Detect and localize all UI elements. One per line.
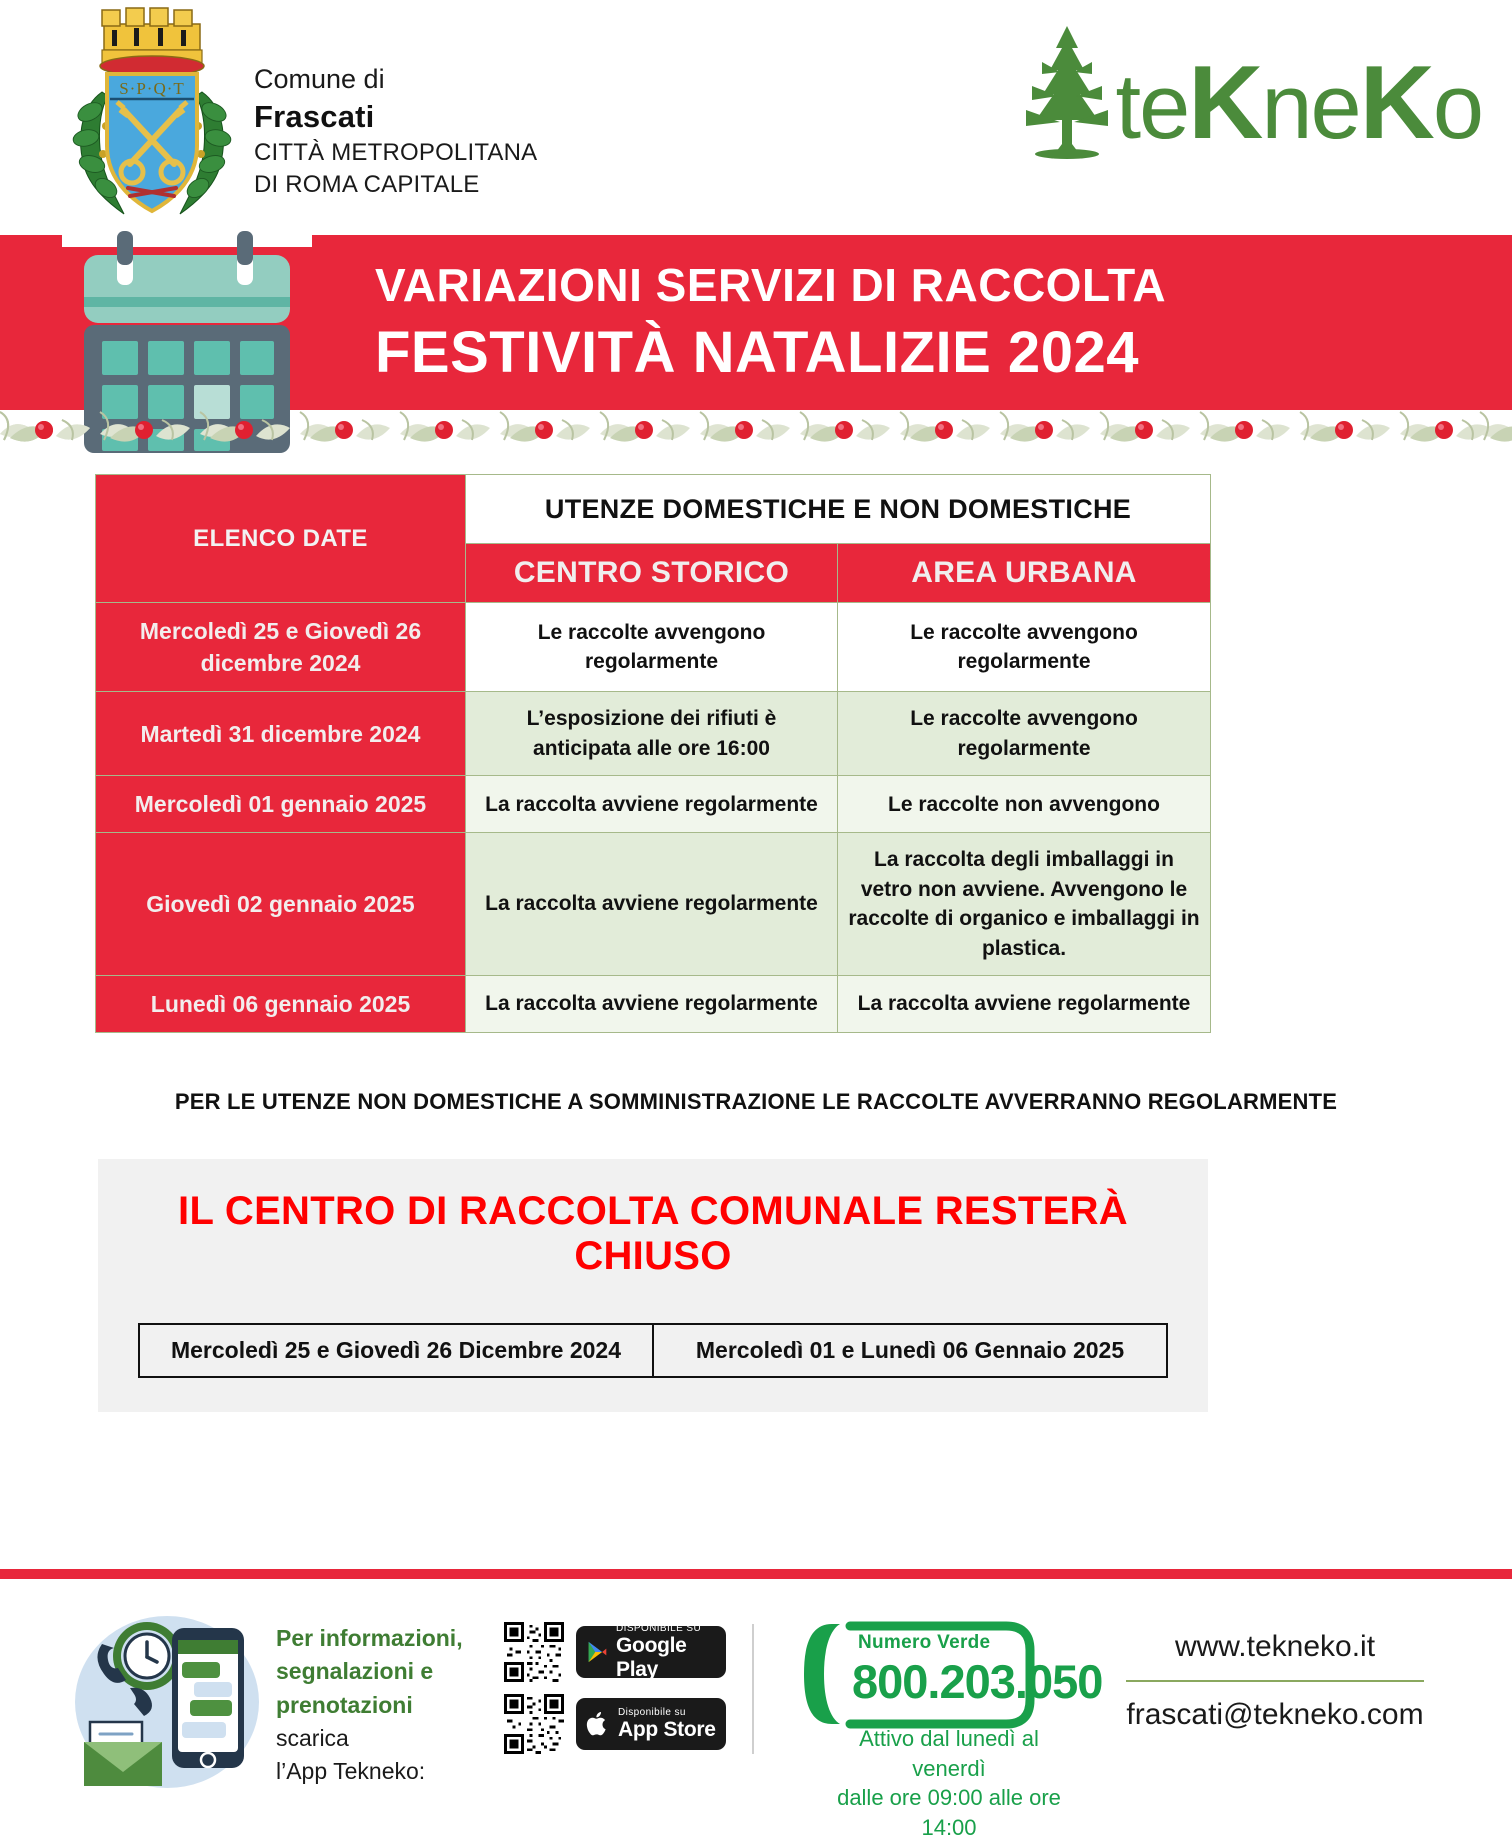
collection-schedule-table (95, 474, 1211, 1033)
row-date: Lunedì 06 gennaio 2025 (96, 975, 466, 1032)
app-illustration-icon (72, 1610, 262, 1795)
row-area-urbana: Le raccolte non avvengono (838, 776, 1211, 833)
header-centro-storico: CENTRO STORICO (466, 544, 838, 603)
header-elenco-date: ELENCO DATE (96, 475, 466, 603)
closed-date-cell: Mercoledì 01 e Lunedì 06 Gennaio 2025 (653, 1324, 1167, 1377)
tekneko-logo (1012, 22, 1482, 162)
table-row (96, 833, 1211, 976)
app-store-top-label: Disponibile su (618, 1706, 686, 1718)
comune-name: Frascati (254, 99, 375, 135)
app-store-row[interactable] (504, 1694, 726, 1754)
table-row (96, 603, 1211, 692)
pine-tree-icon (1012, 22, 1122, 162)
table-row (96, 692, 1211, 776)
app-store-bottom-label: App Store (618, 1717, 716, 1741)
row-date: Martedì 31 dicembre 2024 (96, 692, 466, 776)
title-banner (0, 235, 1512, 410)
header-area-urbana: AREA URBANA (838, 544, 1211, 603)
schedule-table-wrapper (95, 474, 1210, 1033)
google-play-row[interactable] (504, 1622, 726, 1682)
closed-date-cell: Mercoledì 25 e Giovedì 26 Dicembre 2024 (139, 1324, 653, 1377)
comune-identity (254, 62, 537, 200)
row-date: Giovedì 02 gennaio 2025 (96, 833, 466, 976)
row-centro-storico: La raccolta avviene regolarmente (466, 776, 838, 833)
app-text-line-4: l’App Teknеko: (276, 1758, 426, 1785)
app-download-text (276, 1622, 486, 1789)
table-row (96, 776, 1211, 833)
qr-code-app-store-icon (504, 1694, 564, 1754)
google-play-bottom-label: Google Play (616, 1634, 687, 1681)
apple-logo-icon (586, 1710, 610, 1738)
footer-divider-rule (0, 1569, 1512, 1579)
app-text-line-3-bold: prenotazioni (276, 1691, 413, 1718)
comune-sub-line-2: DI ROMA CAPITALE (254, 170, 480, 198)
website-link[interactable]: www.tekneko.it (1174, 1630, 1376, 1663)
app-store-badge[interactable] (576, 1698, 726, 1750)
row-centro-storico: La raccolta avviene regolarmente (466, 975, 838, 1032)
row-centro-storico: La raccolta avviene regolarmente (466, 833, 838, 976)
table-row (139, 1324, 1167, 1377)
svg-text:S·P·Q·T: S·P·Q·T (119, 79, 185, 98)
row-area-urbana: Le raccolte avvengono regolarmente (838, 603, 1211, 692)
comune-sub-line-1: CITTÀ METROPOLITANA (254, 139, 538, 167)
app-text-line-3-rest: scarica (276, 1725, 349, 1752)
app-text-line-2: segnalazioni e (276, 1658, 434, 1685)
banner-title (375, 257, 1166, 389)
closed-dates-table (138, 1323, 1168, 1378)
google-play-badge[interactable] (576, 1623, 726, 1681)
tekneko-wordmark: teKneKo (1115, 45, 1482, 161)
footer-vertical-divider (752, 1624, 754, 1754)
contact-block (1120, 1630, 1430, 1732)
non-domestic-note: PER LE UTENZE NON DOMESTICHE A SOMMINISTRAZIONE LE RACCOLTE AVVERRANNO REGOLARMENTE (174, 1089, 1338, 1115)
row-date: Mercoledì 25 e Giovedì 26 dicembre 2024 (96, 603, 466, 692)
header-utenze: UTENZE DOMESTICHE E NON DOMESTICHE (466, 475, 1211, 544)
banner-line-1: VARIAZIONI SERVIZI DI RACCOLTA (375, 259, 1167, 311)
table-group-header-row (96, 475, 1211, 544)
banner-line-2: FESTIVITÀ NATALIZIE 2024 (375, 319, 1139, 385)
row-area-urbana: La raccolta degli imballaggi in vetro non avviene. Avvengono le raccolte di organico e imballaggi in plastica. (838, 833, 1211, 976)
app-text-line-1: Per informazioni, (276, 1625, 463, 1651)
google-play-triangle-icon (586, 1638, 608, 1666)
closed-center-panel (98, 1159, 1208, 1412)
row-centro-storico: L’esposizione dei rifiuti è anticipata alle ore 16:00 (466, 692, 838, 776)
page-footer (0, 1600, 1512, 1841)
google-play-top-label: DISPONIBILE SU (616, 1623, 702, 1635)
page-header (0, 0, 1512, 235)
app-store-links (504, 1622, 726, 1754)
row-area-urbana: La raccolta avviene regolarmente (838, 975, 1211, 1032)
numero-verde-block (780, 1612, 1103, 1841)
numero-verde-label: Numero Verde (858, 1632, 991, 1653)
closed-center-title: IL CENTRO DI RACCOLTA COMUNALE RESTERÀ CHIUSO (178, 1189, 1128, 1279)
frascati-coat-of-arms-icon (62, 6, 242, 226)
hours-line-2: dalle ore 09:00 alle ore 14:00 (837, 1785, 1061, 1841)
holly-berry-garland (0, 410, 1512, 452)
qr-code-google-play-icon (504, 1622, 564, 1682)
row-area-urbana: Le raccolte avvengono regolarmente (838, 692, 1211, 776)
comune-prefix: Comune di (254, 64, 385, 94)
numero-verde-hours (824, 1724, 1074, 1843)
numero-verde-value[interactable]: 800.203.050 (852, 1655, 1103, 1708)
row-date: Mercoledì 01 gennaio 2025 (96, 776, 466, 833)
email-link[interactable]: frascati@tekneko.com (1126, 1698, 1424, 1731)
hours-line-1: Attivo dal lunedì al venerdì (859, 1726, 1039, 1781)
contact-divider (1126, 1680, 1424, 1682)
table-row (96, 975, 1211, 1032)
row-centro-storico: Le raccolte avvengono regolarmente (466, 603, 838, 692)
